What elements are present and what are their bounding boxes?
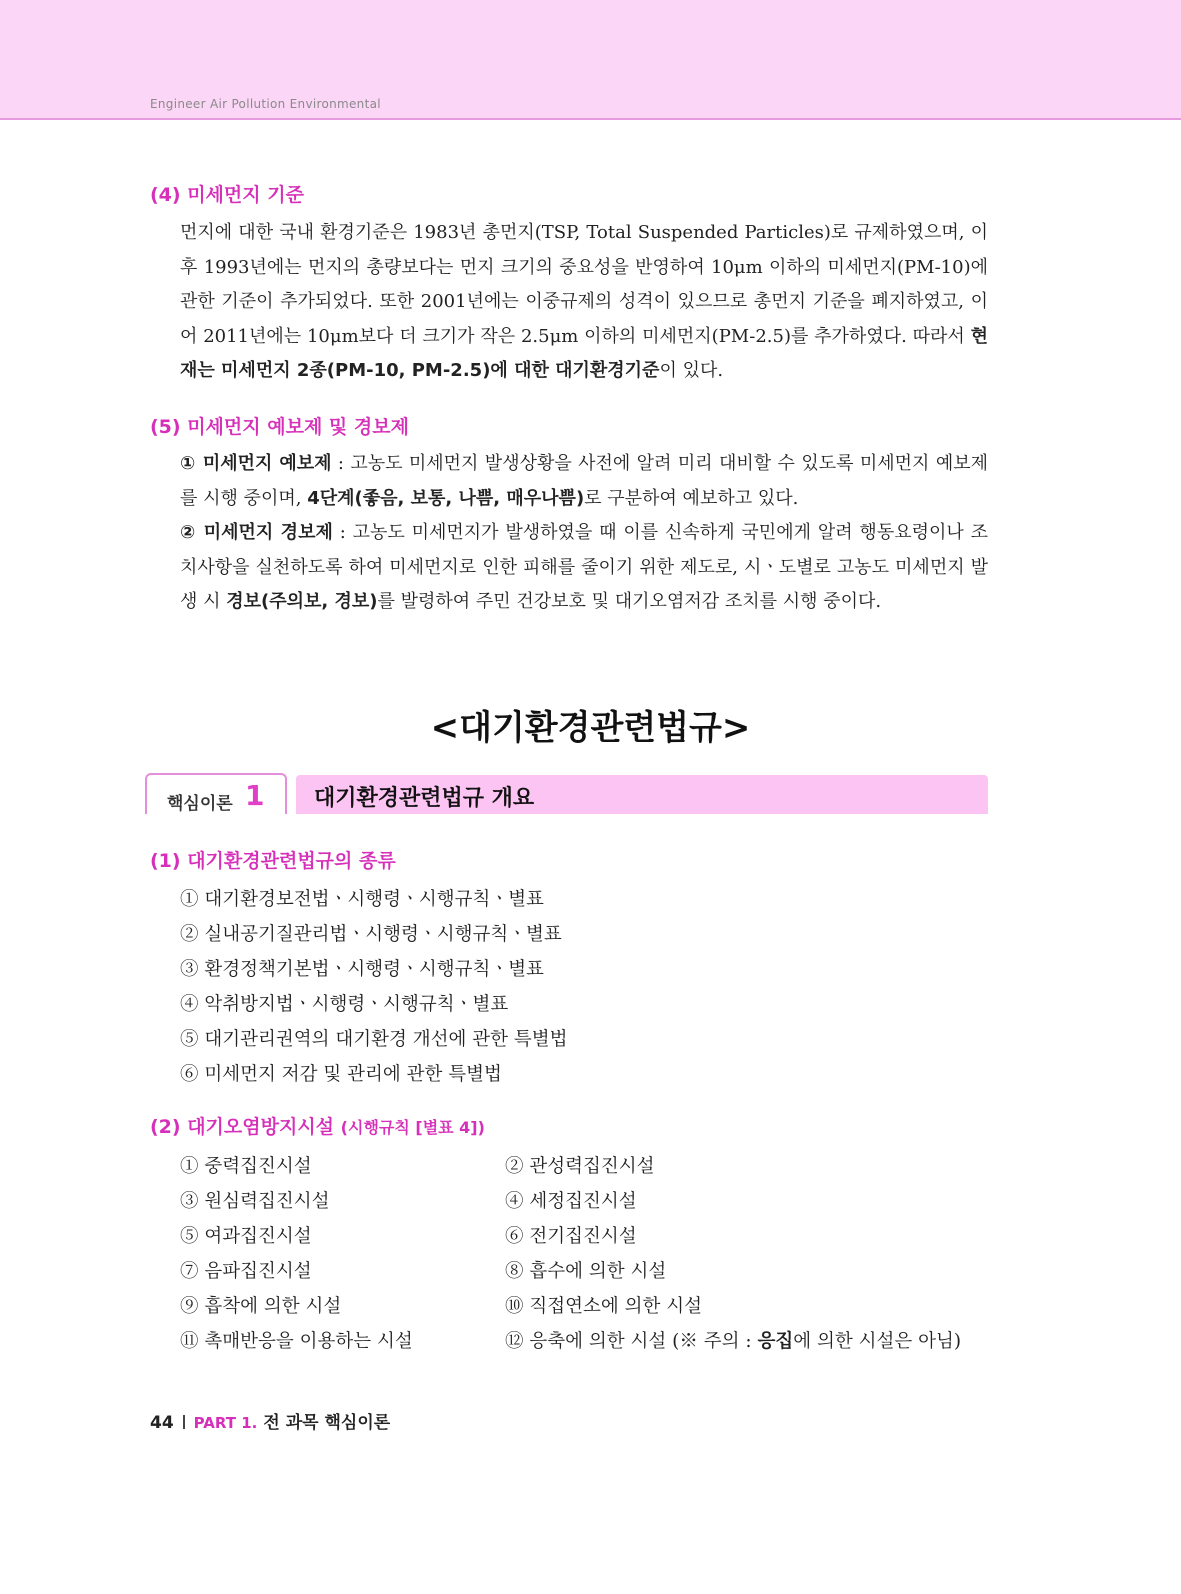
footer-divider bbox=[183, 1415, 185, 1429]
facilities-heading bbox=[150, 1112, 485, 1139]
facilities-heading-text: (2) 대기오염방지시설 bbox=[150, 1116, 335, 1138]
paragraph-tail-text: 이 있다. bbox=[659, 360, 724, 381]
facility-item: ① 중력집진시설 bbox=[180, 1156, 312, 1177]
facility-item-condensation bbox=[505, 1327, 961, 1353]
facility-item: ⑤ 여과집진시설 bbox=[180, 1226, 312, 1247]
facility-item: ② 관성력집진시설 bbox=[505, 1156, 655, 1177]
header-title: Engineer Air Pollution Environmental bbox=[150, 97, 381, 111]
core-theory-title: 대기환경관련법규 개요 bbox=[314, 786, 535, 811]
facility-item: ⑪ 촉매반응을 이용하는 시설 bbox=[180, 1331, 413, 1352]
list-item: ② 실내공기질관리법ㆍ시행령ㆍ시행규칙ㆍ별표 bbox=[180, 924, 562, 945]
forecast-item bbox=[180, 447, 988, 516]
alert-tail-text: 를 발령하여 주민 건강보호 및 대기오염저감 조치를 시행 중이다. bbox=[377, 591, 882, 612]
paragraph-text: 먼지에 대한 국내 환경기준은 1983년 총먼지(TSP, Total Suspended Particles)로 규제하였으며, 이후 1993년에는 먼지의 총량보다는 먼지 크기의 중요성을 반영하여 10μm 이하의 미세먼지(PM-10)에 관한 기준이 추가되었다. 또한 2001년에는 이중규제의 성격이 있으므로 총먼지 기준을 폐지하였고, 이어 2011년에는 10μm보다 더 크기가 작은 2.5μm 이하의 미세먼지(PM-2.5)를 추가하였다. 따라서 bbox=[180, 222, 988, 347]
section-4-heading: (4) 미세먼지 기준 bbox=[150, 184, 304, 206]
chapter-title: <대기환경관련법규> bbox=[430, 708, 751, 748]
alert-label: ② 미세먼지 경보제 bbox=[180, 522, 333, 543]
header-band bbox=[0, 0, 1181, 120]
section-label: 전 과목 핵심이론 bbox=[263, 1413, 391, 1433]
alert-text: : 고농도 미세먼지가 발생하였을 때 이를 신속하게 국민에게 알려 행동요령이나 조치사항을 실천하도록 하여 미세먼지로 인한 피해를 줄이기 위한 제도로, 시ㆍ도별로 고농도 미세먼지 발생 시 bbox=[180, 522, 988, 612]
core-theory-tab bbox=[145, 773, 287, 814]
page-footer bbox=[150, 1408, 390, 1433]
facility-item: ⑦ 음파집진시설 bbox=[180, 1261, 312, 1282]
list-item: ⑤ 대기관리권역의 대기환경 개선에 관한 특별법 bbox=[180, 1029, 568, 1050]
page-number: 44 bbox=[150, 1413, 174, 1433]
facility-item: ④ 세정집진시설 bbox=[505, 1191, 637, 1212]
core-theory-label: 핵심이론 bbox=[167, 794, 233, 814]
alert-item bbox=[180, 516, 988, 620]
facilities-heading-note: (시행규칙 [별표 4]) bbox=[340, 1118, 485, 1137]
alert-bold-text: 경보(주의보, 경보) bbox=[226, 591, 378, 612]
list-item: ③ 환경정책기본법ㆍ시행령ㆍ시행규칙ㆍ별표 bbox=[180, 959, 544, 980]
facility-bold-text: 응집 bbox=[757, 1331, 794, 1352]
forecast-bold-text: 4단계(좋음, 보통, 나쁨, 매우나쁨) bbox=[307, 487, 585, 509]
list-item: ⑥ 미세먼지 저감 및 관리에 관한 특별법 bbox=[180, 1064, 502, 1085]
facility-item: ⑥ 전기집진시설 bbox=[505, 1226, 637, 1247]
forecast-label: ① 미세먼지 예보제 bbox=[180, 453, 332, 474]
facility-tail-text: 에 의한 시설은 아님) bbox=[793, 1331, 962, 1352]
part-label: PART 1. bbox=[193, 1414, 258, 1432]
facility-item: ③ 원심력집진시설 bbox=[180, 1191, 330, 1212]
facility-text: ⑫ 응축에 의한 시설 (※ 주의 : bbox=[505, 1331, 758, 1352]
law-types-heading: (1) 대기환경관련법규의 종류 bbox=[150, 850, 396, 872]
forecast-tail-text: 로 구분하여 예보하고 있다. bbox=[584, 487, 799, 509]
forecast-text: : 고농도 미세먼지 발생상황을 사전에 알려 미리 대비할 수 있도록 미세먼지 예보제를 시행 중이며, bbox=[180, 453, 988, 509]
facility-item: ⑨ 흡착에 의한 시설 bbox=[180, 1296, 342, 1317]
core-theory-number: 1 bbox=[245, 779, 265, 812]
facility-item: ⑧ 흡수에 의한 시설 bbox=[505, 1261, 667, 1282]
section-4-paragraph bbox=[180, 216, 988, 389]
list-item: ④ 악취방지법ㆍ시행령ㆍ시행규칙ㆍ별표 bbox=[180, 994, 509, 1015]
core-theory-bar bbox=[296, 775, 988, 814]
paragraph-bold-text: 현재는 미세먼지 2종(PM-10, PM-2.5)에 대한 대기환경기준 bbox=[180, 325, 988, 381]
list-item: ① 대기환경보전법ㆍ시행령ㆍ시행규칙ㆍ별표 bbox=[180, 889, 544, 910]
section-5-heading: (5) 미세먼지 예보제 및 경보제 bbox=[150, 416, 409, 438]
facility-item: ⑩ 직접연소에 의한 시설 bbox=[505, 1296, 702, 1317]
